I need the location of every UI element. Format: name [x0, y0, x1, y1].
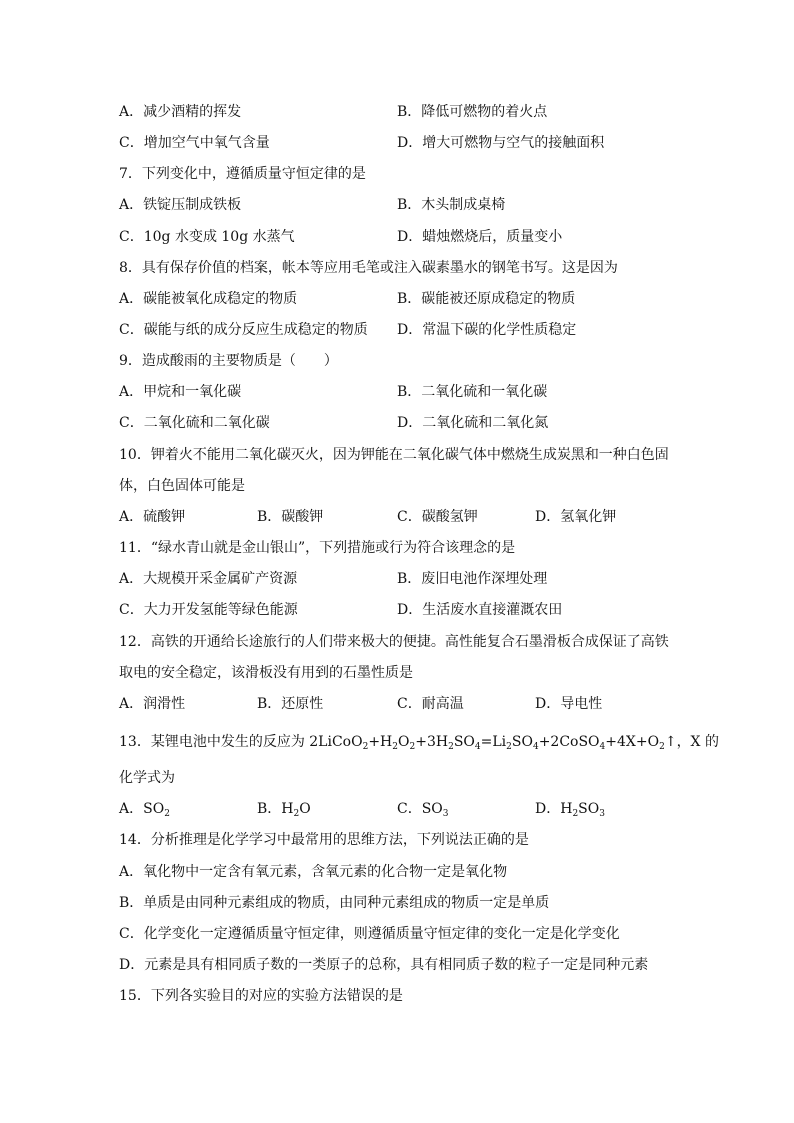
- q6-option-b: B．降低可燃物的着火点: [397, 104, 548, 120]
- q13-equation: $2LiCoO_2+H_2O_2+3H_2SO_4=Li_2SO_4+2CoSO_4+4X+O_2↑$: [309, 734, 677, 752]
- q10-stem-line1: 10．钾着火不能用二氧化碳灭火，因为钾能在二氧化碳气体中燃烧生成炭黑和一种白色固: [119, 447, 669, 463]
- q9-option-b: B．二氧化硫和一氧化碳: [397, 384, 548, 400]
- q12-option-b: B．还原性: [257, 696, 324, 712]
- q8-option-b: B．碳能被还原成稳定的物质: [397, 291, 576, 307]
- q11-option-b: B．废旧电池作深埋处理: [397, 571, 548, 587]
- q11-option-a: A．大规模开采金属矿产资源: [119, 571, 298, 587]
- q12-stem-line2: 取电的安全稳定，该滑板没有用到的石墨性质是: [119, 665, 413, 681]
- q10-option-d: D．氢氧化钾: [535, 509, 617, 525]
- q12-option-d: D．导电性: [535, 696, 603, 712]
- q10-option-a: A．硫酸钾: [119, 509, 186, 525]
- q8-option-d: D．常温下碳的化学性质稳定: [397, 322, 577, 338]
- q9-stem: 9．造成酸雨的主要物质是（ ）: [119, 353, 338, 369]
- q14-option-d: D．元素是具有相同质子数的一类原子的总称，具有相同质子数的粒子一定是同种元素: [119, 957, 649, 973]
- q8-option-c: C．碳能与纸的成分反应生成稳定的物质: [119, 322, 368, 338]
- q14-option-b: B．单质是由同种元素组成的物质，由同种元素组成的物质一定是单质: [119, 895, 550, 911]
- q12-stem-line1: 12．高铁的开通给长途旅行的人们带来极大的便捷。高性能复合石墨滑板合成保证了高铁: [119, 634, 669, 650]
- q8-option-a: A．碳能被氧化成稳定的物质: [119, 291, 298, 307]
- q6-option-a: A．减少酒精的挥发: [119, 104, 242, 120]
- q7-option-c: C．10g 水变成 10g 水蒸气: [119, 229, 295, 245]
- q7-option-a: A．铁锭压制成铁板: [119, 197, 242, 213]
- q7-option-b: B．木头制成桌椅: [397, 197, 506, 213]
- q6-option-d: D．增大可燃物与空气的接触面积: [397, 135, 605, 151]
- q9-option-d: D．二氧化硫和二氧化氮: [397, 415, 549, 431]
- q9-option-a: A．甲烷和一氧化碳: [119, 384, 242, 400]
- q13-stem-prefix: 13．某锂电池中发生的反应为: [119, 734, 310, 750]
- q13-option-a: A．$SO_2$: [119, 801, 170, 819]
- q9-option-c: C．二氧化硫和二氧化碳: [119, 415, 270, 431]
- q8-stem: 8．具有保存价值的档案，帐本等应用毛笔或注入碳素墨水的钢笔书写。这是因为: [119, 260, 618, 276]
- q7-stem: 7．下列变化中，遵循质量守恒定律的是: [119, 166, 366, 182]
- q15-stem: 15．下列各实验目的对应的实验方法错误的是: [119, 988, 403, 1004]
- q6-option-c: C．增加空气中氧气含量: [119, 135, 270, 151]
- q11-option-d: D．生活废水直接灌溉农田: [397, 602, 563, 618]
- q12-option-c: C．耐高温: [397, 696, 464, 712]
- q10-option-b: B．碳酸钾: [257, 509, 324, 525]
- q14-stem: 14．分析推理是化学学习中最常用的思维方法，下列说法正确的是: [119, 832, 529, 848]
- q10-stem-line2: 体，白色固体可能是: [119, 478, 245, 494]
- q13-option-d: D．$H_2SO_3$: [535, 801, 605, 819]
- q10-option-c: C．碳酸氢钾: [397, 509, 478, 525]
- q12-option-a: A．润滑性: [119, 696, 186, 712]
- q13-stem-line2: 化学式为: [119, 770, 175, 786]
- q13-stem: [119, 732, 719, 752]
- q11-option-c: C．大力开发氢能等绿色能源: [119, 602, 298, 618]
- q13-option-b: B．$H_2O$: [257, 801, 311, 819]
- q14-option-a: A．氧化物中一定含有氧元素，含氧元素的化合物一定是氧化物: [119, 864, 508, 880]
- q7-option-d: D．蜡烛燃烧后，质量变小: [397, 229, 563, 245]
- q11-stem: 11．“绿水青山就是金山银山”，下列措施或行为符合该理念的是: [119, 540, 516, 556]
- q13-stem-suffix: ，X 的: [676, 734, 719, 750]
- q13-option-c: C．$SO_3$: [397, 801, 449, 819]
- q14-option-c: C．化学变化一定遵循质量守恒定律，则遵循质量守恒定律的变化一定是化学变化: [119, 926, 620, 942]
